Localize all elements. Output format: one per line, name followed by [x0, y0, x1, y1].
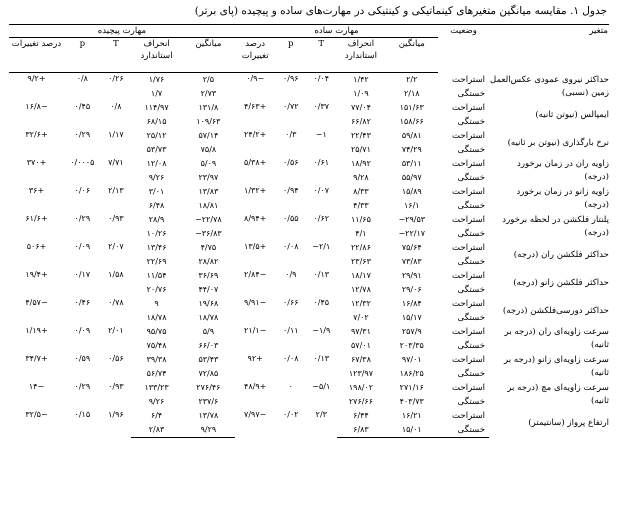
complex-mean: ۷۲/۸۵	[198, 369, 219, 378]
simple-mean: ۲۹/۵۳−	[398, 215, 426, 224]
complex-p: ۰/۰۹	[74, 326, 91, 335]
complex-t: ۰/۵۶	[108, 354, 124, 363]
complex-mean: ۲۷۶/۴۶	[196, 383, 221, 392]
condition-fatigue: خستگی	[457, 257, 486, 267]
complex-sd: ۶۸/۱۵	[146, 117, 167, 126]
complex-t: ۰/۷۸	[108, 298, 124, 307]
header-simple-skills: مهارت ساده	[235, 25, 438, 38]
simple-t: ۱/۹−	[312, 326, 331, 335]
variable-name: پلنتار فلکشن در لحظه برخورد (درجه)	[502, 215, 609, 238]
variable-name: سرعت زاویه‌ای مچ (درجه بر ثانیه)	[507, 383, 609, 406]
complex-mean: ۱۳/۷۸	[198, 411, 219, 420]
complex-sd: ۱۸/۷۸	[146, 313, 167, 322]
simple-p: ۰/۷۲	[283, 102, 299, 111]
complex-sd: ۹	[154, 299, 159, 308]
complex-t: ۰/۹۳	[108, 382, 124, 391]
header-complex-skills: مهارت پیچیده	[9, 25, 235, 38]
complex-change: +۳۶	[28, 186, 45, 195]
variable-name: زاویه ران در زمان برخورد (درجه)	[517, 159, 609, 182]
simple-sd: ۴/۳۳	[353, 201, 369, 210]
simple-sd: ۶/۴۴	[353, 411, 369, 420]
simple-t: ۰/۳۷	[313, 102, 330, 111]
header-t: T	[101, 38, 132, 73]
table-row	[9, 353, 609, 367]
simple-p: ۰/۱۱	[283, 326, 299, 335]
results-table	[9, 24, 609, 438]
simple-mean: ۹۷/۰۱	[401, 355, 422, 364]
variable-name: سرعت زاویه‌ای ران (درجه بر ثانیه)	[504, 327, 609, 350]
simple-change: +۵/۳۸	[244, 158, 267, 167]
simple-mean: ۵۵/۹۷	[401, 173, 422, 182]
table-row	[9, 157, 609, 171]
simple-t: ۲/۱−	[312, 242, 331, 251]
complex-p: ۰/۲۹	[74, 214, 91, 223]
complex-sd: ۱۳۳/۲۳	[144, 383, 169, 392]
complex-sd: ۷۵/۴۸	[146, 341, 167, 350]
simple-sd: ۱۸/۹۲	[351, 159, 371, 168]
simple-sd: ۲۷۶/۶۶	[348, 397, 374, 406]
complex-sd: ۵۶/۷۴	[146, 369, 167, 378]
simple-mean: ۷۳/۸۳	[401, 257, 422, 266]
simple-change: +۹۲	[247, 354, 263, 363]
complex-mean: ۱۹/۶۸	[198, 299, 219, 308]
complex-sd: ۱۳/۴۶	[146, 243, 167, 252]
simple-change: −۹/۹۱	[244, 298, 267, 307]
simple-p: ۰/۵۵	[283, 214, 299, 223]
simple-sd: ۱۱/۶۵	[351, 215, 371, 224]
table-row	[9, 213, 609, 227]
condition-fatigue: خستگی	[457, 173, 486, 183]
simple-t: ۱−	[315, 130, 327, 139]
complex-mean: ۲۳/۹۷	[198, 173, 219, 182]
simple-mean: ۱۵/۱۷	[401, 313, 422, 322]
variable-name: ارتفاع پرواز (سانتیمتر)	[528, 417, 609, 428]
table-row	[9, 101, 609, 115]
condition-rest: استراحت	[451, 355, 486, 365]
condition-fatigue: خستگی	[457, 201, 486, 211]
simple-mean: ۱۵/۸۹	[401, 187, 422, 196]
complex-sd: ۱۰/۲۶	[146, 229, 167, 238]
complex-mean: ۷۵/۸	[200, 145, 217, 154]
complex-sd: ۶/۴	[150, 411, 163, 420]
complex-t: ۷/۷۱	[108, 158, 124, 167]
complex-mean: ۱۸/۷۸	[198, 313, 219, 322]
header-change: درصد تغییرات	[235, 38, 276, 73]
complex-change: +۱۹/۴	[25, 270, 48, 279]
complex-p: ۰/۱۷	[74, 270, 91, 279]
simple-p: ۰/۰۸	[283, 242, 299, 251]
variable-name: ایمپالس (نیوتن ثانیه)	[535, 109, 609, 120]
complex-mean: ۱۰۹/۶۳	[196, 117, 221, 126]
simple-mean: ۵۳/۱۱	[401, 159, 422, 168]
simple-mean: ۱۵۸/۶۶	[399, 117, 424, 126]
simple-sd: ۲۲/۸۶	[351, 243, 371, 252]
complex-change: +۵۰۶	[26, 242, 47, 251]
simple-sd: ۴/۱	[355, 229, 367, 238]
simple-sd: ۶/۸۳	[337, 423, 386, 438]
header-mean: میانگین	[385, 38, 438, 73]
simple-mean: ۲۹/۰۶	[401, 285, 422, 294]
complex-mean: ۲۲/۷۸−	[195, 215, 222, 224]
header-p: p	[64, 38, 101, 73]
complex-mean: ۱۸/۸۱	[198, 201, 219, 210]
simple-t: ۰/۶۱	[313, 158, 330, 167]
simple-mean: ۷۴/۲۹	[401, 145, 422, 154]
condition-rest: استراحت	[451, 187, 486, 197]
simple-t: ۰/۶۲	[313, 214, 330, 223]
complex-sd: ۹۵/۷۵	[146, 327, 167, 336]
condition-rest: استراحت	[451, 411, 486, 421]
condition-rest: استراحت	[451, 131, 486, 141]
complex-change: +۱/۱۹	[25, 326, 48, 335]
table-body	[9, 73, 609, 438]
complex-sd: ۶/۴۸	[148, 201, 165, 210]
simple-t: ۰/۱۳	[313, 354, 330, 363]
simple-sd: ۱۸/۱۷	[351, 271, 371, 280]
table-row	[9, 297, 609, 311]
simple-sd: ۱۹۸/۰۲	[348, 383, 374, 392]
simple-sd: ۹۷/۳۱	[351, 327, 371, 336]
condition-fatigue: خستگی	[457, 397, 486, 407]
complex-mean: ۱۳۱/۸	[198, 103, 219, 112]
complex-mean: ۲۳۷/۶	[198, 397, 219, 406]
simple-p: ۰/۹	[285, 270, 297, 279]
condition-rest: استراحت	[451, 103, 486, 113]
complex-mean: ۲/۷۳	[200, 89, 217, 98]
simple-change: +۱/۳۲	[244, 186, 267, 195]
complex-p: ۰/۸	[76, 74, 88, 83]
complex-t: ۱/۱۷	[108, 130, 124, 139]
simple-p: ۰/۰۲	[283, 410, 299, 419]
condition-fatigue: خستگی	[457, 145, 486, 155]
simple-mean: ۲۲/۱۷−	[398, 229, 426, 238]
simple-mean: ۱۶/۲۱	[401, 411, 422, 420]
complex-t: ۰/۸	[110, 102, 122, 111]
condition-fatigue: خستگی	[457, 341, 486, 351]
variable-name: زاویه زانو در زمان برخورد (درجه)	[516, 187, 609, 210]
complex-change: −۴/۵۷	[25, 298, 48, 307]
header-sd: انحراف استاندارد	[131, 38, 182, 73]
complex-t: ۲/۱۳	[108, 186, 124, 195]
complex-t: ۰/۲۶	[108, 74, 124, 83]
simple-sd: ۲۵/۷۱	[351, 145, 371, 154]
variable-name: حداکثر فلکشن زانو (درجه)	[513, 277, 609, 288]
complex-sd: ۱۱/۵۴	[146, 271, 167, 280]
simple-t: ۰/۰۴	[313, 74, 330, 83]
simple-change: +۴/۶۳	[244, 102, 267, 111]
simple-mean: ۲/۲	[406, 75, 418, 84]
table-row	[9, 325, 609, 339]
simple-p: ۰/۳	[285, 130, 297, 139]
complex-p: ۰/۰۹	[74, 242, 91, 251]
condition-rest: استراحت	[451, 299, 486, 309]
header-p: p	[276, 38, 307, 73]
complex-mean: ۳۶/۸۳−	[195, 229, 222, 238]
simple-mean: ۵۹/۸۱	[401, 131, 422, 140]
complex-sd: ۳/۰۱	[148, 187, 165, 196]
complex-mean: ۵/۹	[202, 327, 215, 336]
header-condition: وضعیت	[438, 25, 489, 73]
complex-mean: ۲/۵	[202, 75, 215, 84]
simple-change: −۲/۸۴	[244, 270, 267, 279]
simple-change: −۷/۹۷	[244, 410, 267, 419]
simple-p: ۰/۵۶	[283, 158, 299, 167]
simple-mean: ۱۶/۱	[403, 201, 420, 210]
simple-mean: ۲۷۱/۱۶	[399, 383, 424, 392]
header-sd: انحراف استاندارد	[337, 38, 386, 73]
complex-sd: ۱۲/۰۸	[146, 159, 167, 168]
condition-rest: استراحت	[451, 271, 486, 281]
condition-fatigue: خستگی	[457, 285, 486, 295]
complex-p: ۰/۱۵	[74, 410, 91, 419]
complex-p: ۰/۴۶	[74, 298, 91, 307]
simple-mean: ۱۸۶/۲۵	[399, 369, 424, 378]
simple-sd: ۱/۰۹	[353, 89, 369, 98]
complex-p: ۰/۲۹	[74, 382, 91, 391]
variable-name: حداکثر دورسی‌فلکشن (درجه)	[502, 305, 609, 316]
complex-change: −۱۴	[28, 382, 45, 391]
simple-sd: ۱۲/۳۲	[351, 299, 371, 308]
simple-t: ۵/۱−	[312, 382, 331, 391]
complex-change: −۱۶/۸	[25, 102, 48, 111]
complex-sd: ۱۱۴/۹۷	[144, 103, 169, 112]
complex-t: ۱/۵۸	[108, 270, 124, 279]
condition-fatigue: خستگی	[438, 423, 489, 438]
complex-mean: ۹/۲۹	[182, 423, 235, 438]
complex-sd: ۲/۸۳	[131, 423, 182, 438]
simple-sd: ۲۲/۴۳	[351, 131, 371, 140]
simple-mean: ۱۶/۸۴	[401, 299, 422, 308]
simple-change: +۲۴/۲	[244, 130, 267, 139]
complex-p: ۰/۰۶	[74, 186, 91, 195]
simple-t: ۰/۱۳	[313, 270, 330, 279]
complex-t: ۰/۹۳	[108, 214, 124, 223]
condition-fatigue: خستگی	[457, 89, 486, 99]
simple-sd: ۱۲/۷۸	[351, 285, 371, 294]
condition-rest: استراحت	[451, 159, 486, 169]
complex-sd: ۱/۷	[150, 89, 163, 98]
simple-sd: ۷۷/۰۴	[351, 103, 371, 112]
table-row	[9, 381, 609, 395]
complex-t: ۲/۰۷	[108, 242, 124, 251]
complex-sd: ۳۹/۳۸	[146, 355, 167, 364]
complex-mean: ۶۶/۰۳	[198, 341, 219, 350]
simple-p: ۰/۶۶	[283, 298, 299, 307]
complex-change: +۶۱/۶	[25, 214, 48, 223]
simple-t: ۲/۳	[315, 410, 327, 419]
simple-change: −۲۱/۱	[244, 326, 267, 335]
condition-fatigue: خستگی	[457, 117, 486, 127]
simple-sd: ۵۷/۰۱	[351, 341, 371, 350]
simple-change: −۰/۹	[246, 74, 265, 83]
complex-change: +۳۷۰	[26, 158, 47, 167]
complex-p: ۰/۰۰۰۵	[70, 158, 95, 167]
simple-mean: ۱۵/۰۱	[385, 423, 438, 438]
complex-change: −۳۲/۵	[25, 410, 48, 419]
condition-fatigue: خستگی	[457, 229, 486, 239]
simple-t: ۰/۴۵	[313, 298, 330, 307]
complex-sd: ۲۰/۷۶	[146, 285, 167, 294]
complex-mean: ۴۴/۰۷	[198, 285, 219, 294]
complex-mean: ۳۶/۶۹	[198, 271, 219, 280]
complex-mean: ۱۳/۸۳	[198, 187, 219, 196]
header-change: درصد تغییرات	[9, 38, 64, 73]
table-row	[9, 241, 609, 255]
condition-rest: استراحت	[451, 215, 486, 225]
complex-p: ۰/۵۹	[74, 354, 91, 363]
simple-mean: ۷۵/۶۴	[401, 243, 422, 252]
simple-p: ۰/۰۸	[283, 354, 299, 363]
simple-mean: ۴۰۳/۷۳	[399, 397, 424, 406]
complex-mean: ۵۷/۱۴	[198, 131, 219, 140]
variable-name: حداکثر نیروی عمودی عکس‌العمل زمین (نسبی)	[490, 74, 609, 98]
simple-mean: ۲۰۳/۳۵	[399, 341, 424, 350]
complex-t: ۲/۰۱	[108, 326, 124, 335]
simple-mean: ۲/۱۸	[403, 89, 420, 98]
complex-sd: ۹/۲۶	[148, 397, 165, 406]
complex-change: +۳۲/۶	[25, 130, 48, 139]
table-row	[9, 185, 609, 199]
complex-t: ۱/۹۶	[108, 410, 124, 419]
simple-mean: ۲۹/۹۱	[401, 271, 422, 280]
simple-sd: ۶۶/۸۲	[351, 117, 371, 126]
variable-name: نرخ بارگذاری (نیوتن بر ثانیه)	[507, 137, 609, 148]
simple-sd: ۹/۲۸	[353, 173, 369, 182]
simple-sd: ۸/۳۳	[353, 187, 369, 196]
header-variable: متغیر	[489, 25, 609, 73]
complex-mean: ۵/۰۹	[200, 159, 217, 168]
condition-rest: استراحت	[451, 243, 486, 253]
simple-sd: ۶۷/۳۸	[351, 355, 371, 364]
complex-sd: ۱/۷۶	[148, 75, 165, 84]
simple-change: +۱۳/۵	[244, 242, 267, 251]
complex-p: ۰/۴۵	[74, 102, 91, 111]
complex-change: +۳۴/۷	[25, 354, 48, 363]
variable-name: سرعت زاویه‌ای زانو (درجه بر ثانیه)	[504, 355, 609, 378]
complex-sd: ۲۲/۶۹	[146, 257, 167, 266]
table-row	[9, 269, 609, 283]
simple-t: ۰/۰۷	[313, 186, 330, 195]
simple-p: ۰	[288, 382, 293, 391]
table-row	[9, 73, 609, 88]
condition-rest: استراحت	[451, 327, 486, 337]
simple-mean: ۱۵۱/۶۳	[399, 103, 424, 112]
complex-sd: ۲۸/۹	[148, 215, 165, 224]
complex-mean: ۵۳/۴۳	[198, 355, 219, 364]
condition-fatigue: خستگی	[457, 369, 486, 379]
table-row	[9, 129, 609, 143]
simple-sd: ۱/۴۲	[353, 75, 369, 84]
header-t: T	[306, 38, 337, 73]
simple-sd: ۲۳/۶۳	[351, 257, 371, 266]
complex-sd: ۹/۲۶	[148, 173, 165, 182]
complex-p: ۰/۲۹	[74, 130, 91, 139]
condition-fatigue: خستگی	[457, 313, 486, 323]
variable-name: حداکثر فلکشن ران (درجه)	[513, 249, 609, 260]
simple-change: +۴۸/۹	[244, 382, 267, 391]
condition-rest: استراحت	[451, 74, 486, 85]
simple-sd: ۷/۰۲	[353, 313, 369, 322]
simple-p: ۰/۹۶	[283, 74, 299, 83]
simple-change: +۸/۹۴	[244, 214, 267, 223]
complex-mean: ۴/۷۵	[200, 243, 217, 252]
table-row	[9, 409, 609, 423]
simple-p: ۰/۹۴	[283, 186, 299, 195]
complex-change: +۹/۲	[27, 74, 46, 83]
condition-rest: استراحت	[451, 383, 486, 393]
simple-mean: ۲۵۷/۹	[401, 327, 422, 336]
table-caption: جدول ۱. مقایسه میانگین متغیرهای کینماتیکی و کینتیکی در مهارت‌های ساده و پیچیده (پای برتر)	[194, 5, 607, 17]
header-mean: میانگین	[182, 38, 235, 73]
complex-mean: ۲۸/۸۲	[198, 257, 219, 266]
simple-sd: ۱۲۳/۹۷	[348, 369, 374, 378]
complex-sd: ۲۵/۱۲	[146, 131, 167, 140]
complex-sd: ۵۳/۷۳	[146, 145, 167, 154]
